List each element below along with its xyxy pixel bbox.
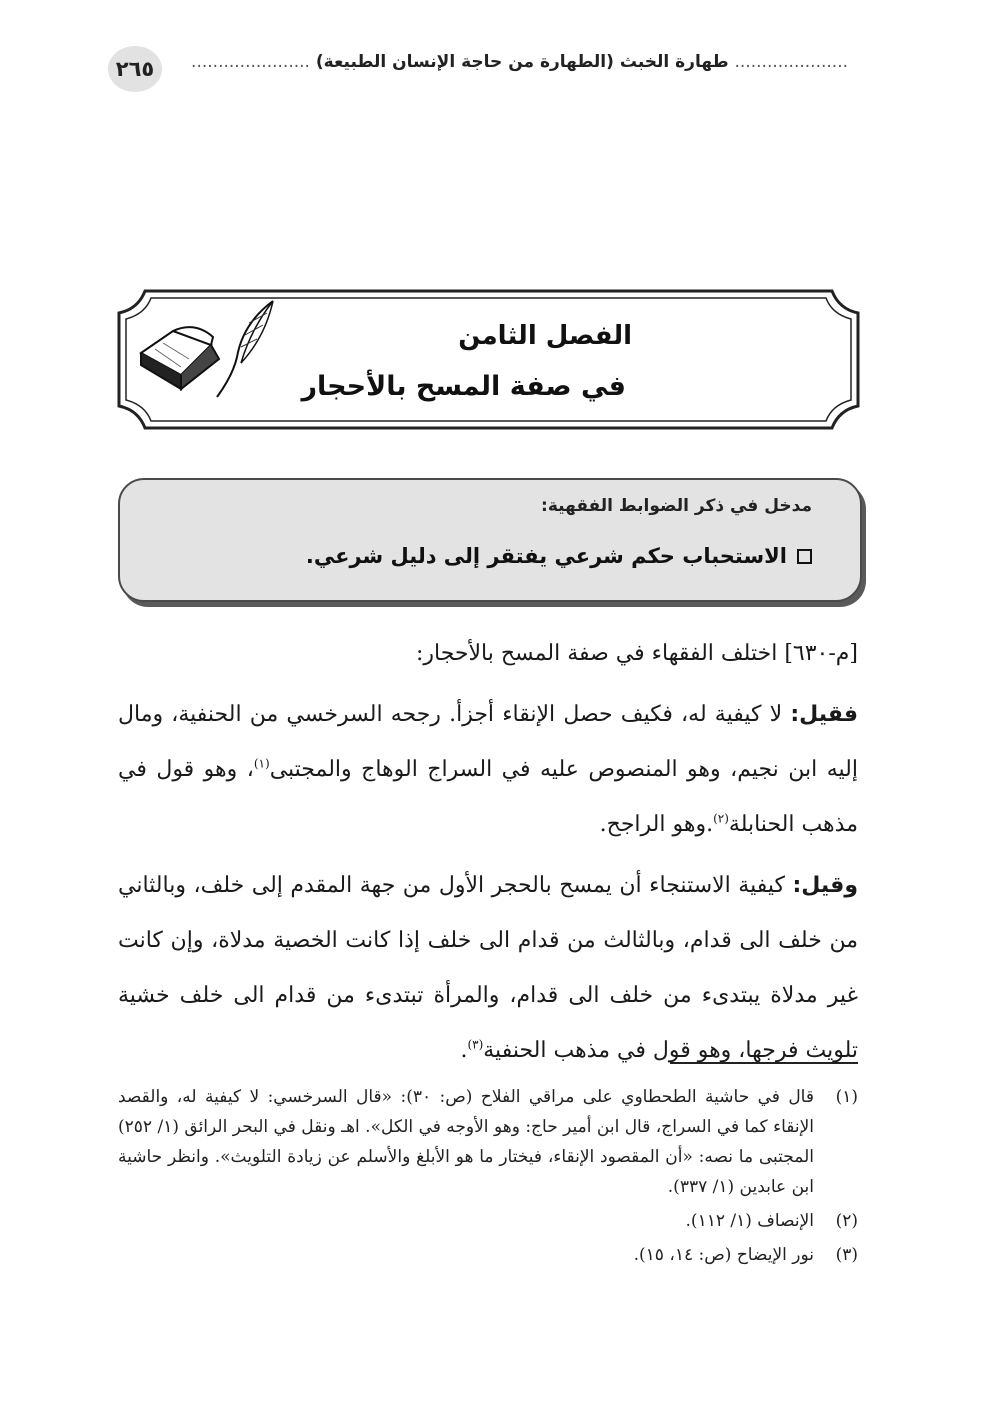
footnotes: [118, 1082, 858, 1274]
intro-heading: مدخل في ذكر الضوابط الفقهية:: [541, 496, 812, 516]
checkbox-bullet-icon: [797, 549, 812, 564]
paragraph-2-text-b: ، وهو قول في مذهب الحنابلة: [118, 757, 858, 837]
footnote-number: (٣): [835, 1245, 858, 1265]
footnote-text: نور الإيضاح (ص: ١٤، ١٥).: [633, 1245, 814, 1265]
paragraph-2-text-c: .وهو الراجح.: [599, 812, 714, 837]
paragraph-2-text-a: لا كيفية له، فكيف حصل الإنقاء أجزأ. رجحه السرخسي من الحنفية، ومال إليه ابن نجيم، وهو المنصوص عليه في السراج الوهاج والمجتبى: [118, 702, 859, 782]
intro-item: [306, 544, 812, 568]
paragraph-3-lead: وقيل:: [792, 873, 858, 898]
footnote-number: (١): [835, 1087, 858, 1107]
book-and-quill-icon: [133, 293, 283, 408]
intro-item-text: الاستحباب حكم شرعي يفتقر إلى دليل شرعي.: [305, 544, 787, 568]
chapter-title: الفصل الثامن: [458, 321, 632, 351]
footnote-number: (٢): [835, 1211, 858, 1231]
paragraph-3: [118, 858, 858, 1078]
footnote-2: [118, 1206, 858, 1236]
running-title-line: [191, 52, 848, 72]
footnote-3: [118, 1240, 858, 1270]
footnote-text: الإنصاف (١/ ١١٢).: [685, 1211, 814, 1231]
paragraph-3-end: .: [460, 1038, 468, 1063]
chapter-subtitle: في صفة المسح بالأحجار: [301, 371, 626, 402]
fiqh-rules-box: [118, 478, 862, 602]
leader-dots-left: ......................: [191, 52, 310, 72]
footnote-ref-2[interactable]: (٢): [713, 811, 729, 826]
running-title: طهارة الخبث (الطهارة من حاجة الإنسان الطبيعة): [315, 52, 729, 72]
footnote-1: [118, 1082, 858, 1202]
chapter-heading-frame: [115, 287, 862, 432]
running-header: [108, 40, 848, 98]
footnote-ref-1[interactable]: (١): [253, 756, 270, 771]
footnote-ref-3[interactable]: (٣): [467, 1037, 484, 1052]
paragraph-2: [118, 687, 858, 852]
paragraph-1: [م-٦٣٠] اختلف الفقهاء في صفة المسح بالأحجار:: [415, 641, 858, 666]
paragraph-3-text: كيفية الاستنجاء أن يمسح بالحجر الأول من جهة المقدم إلى خلف، وبالثاني من خلف الى قدام، وبالثالث من قدام الى خلف إذا كانت الخصية مدلاة، وإن كانت غير مدلاة يبتدىء من خلف الى قدام، والمرأة تبتدىء من قدام الى خلف خشية تلويث فرجها، وهو قول في مذهب الحنفية: [118, 873, 858, 1063]
body-text: [118, 626, 858, 1084]
footnote-divider: [670, 1062, 858, 1064]
leader-dots-right: .....................: [734, 52, 848, 72]
paragraph-2-lead: فقيل:: [790, 702, 858, 727]
page-number: ٢٦٥: [108, 46, 162, 92]
footnote-text: قال في حاشية الطحطاوي على مراقي الفلاح (ص: ٣٠): «قال السرخسي: لا كيفية له، والقصد الإنقاء كما في السراج، قال ابن أمير حاج: وهو الأوجه في الكل». اهـ ونقل في البحر الرائق (١/ ٢٥٢) المجتبى ما نصه: «أن المقصود الإنقاء، فيختار ما هو الأبلغ والأسلم عن زيادة التلويث». وانظر حاشية ابن عابدين (١/ ٣٣٧).: [118, 1087, 814, 1197]
